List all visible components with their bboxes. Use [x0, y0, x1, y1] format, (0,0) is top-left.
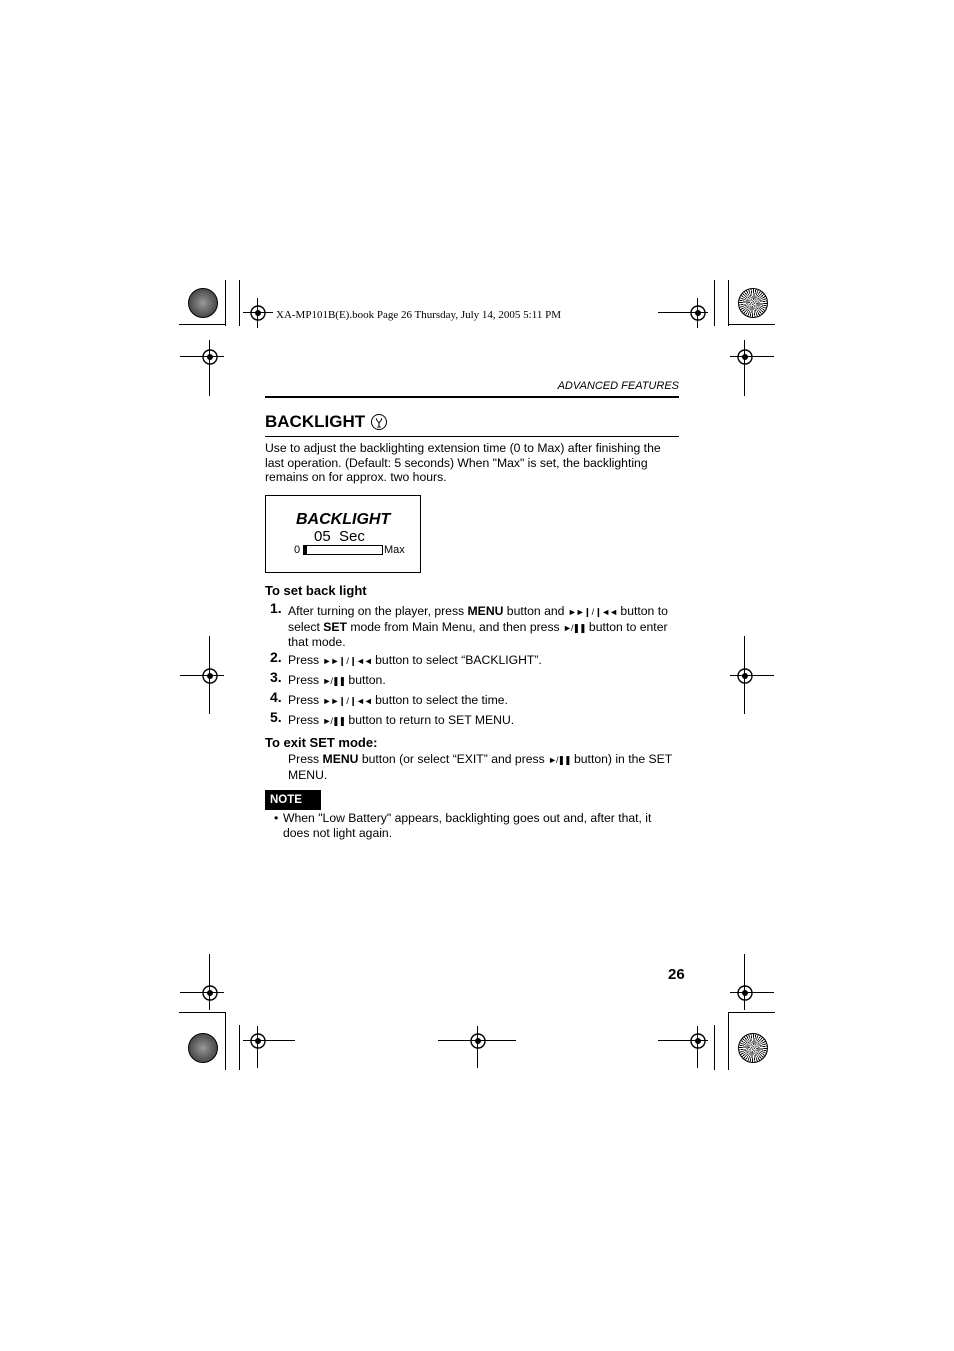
light-bulb-icon: [370, 413, 388, 431]
registration-mark-icon: [198, 981, 222, 1005]
crop-mark: [225, 280, 226, 326]
display-value: 05 Sec: [314, 528, 365, 545]
step-text: Press ►/❚❚ button to return to SET MENU.: [288, 713, 515, 727]
registration-mark-icon: [198, 345, 222, 369]
registration-mark-icon: [686, 301, 710, 325]
step-number: 3.: [270, 669, 282, 685]
note-bullet: •: [274, 811, 279, 825]
display-level-fill: [304, 546, 307, 554]
page-number: 26: [668, 966, 685, 983]
step-text: Press ►►❙ / ❙◄◄ button to select “BACKLIGHT”.: [288, 653, 542, 667]
display-min-label: 0: [294, 544, 301, 556]
step-text: Press ►►❙ / ❙◄◄ button to select the time.: [288, 693, 508, 707]
step-number: 2.: [270, 649, 282, 665]
play-pause-icon: ►/❚❚: [322, 676, 346, 686]
display-illustration: [265, 495, 421, 573]
crop-mark: [728, 280, 729, 326]
intro-paragraph: Use to adjust the backlighting extension time (0 to Max) after finishing the last operation. (Default: 5 seconds) When "Max" is set, the backlighting remains on for approx. two hours.: [265, 441, 661, 485]
list-item: [265, 600, 681, 650]
crop-mark: [714, 280, 715, 326]
step-number: 1.: [270, 600, 282, 616]
color-bar-circle-icon: [188, 288, 218, 318]
title-rule: [265, 436, 679, 437]
page-title: [265, 412, 388, 432]
note-label: NOTE: [265, 790, 321, 810]
registration-mark-icon: [686, 1029, 710, 1053]
crop-mark: [729, 1012, 775, 1013]
display-title: BACKLIGHT: [296, 511, 391, 528]
play-pause-icon: ►/❚❚: [563, 622, 586, 633]
exit-set-mode-text: Press MENU button (or select “EXIT” and press ►/❚❚ button) in the SET MENU.: [288, 752, 673, 782]
registration-mark-icon: [733, 981, 757, 1005]
registration-mark-icon: [733, 345, 757, 369]
exit-set-mode-heading: To exit SET mode:: [265, 735, 378, 750]
color-bar-circle-icon: [738, 288, 768, 318]
section-header: ADVANCED FEATURES: [557, 380, 679, 392]
crop-mark: [729, 324, 775, 325]
crop-mark: [239, 1025, 240, 1070]
step-text: Press ►/❚❚ button.: [288, 673, 386, 687]
display-level-bar: [303, 545, 383, 555]
color-bar-circle-icon: [738, 1033, 768, 1063]
set-backlight-heading: To set back light: [265, 583, 367, 598]
title-text: BACKLIGHT: [265, 412, 366, 431]
step-number: 4.: [270, 689, 282, 705]
header-rule: [265, 396, 679, 398]
crop-mark: [714, 1025, 715, 1070]
registration-mark-icon: [466, 1029, 490, 1053]
play-pause-icon: ►/❚❚: [548, 755, 571, 765]
crop-mark: [239, 280, 240, 326]
skip-buttons-icon: ►►❙ / ❙◄◄: [322, 656, 372, 666]
crop-mark: [179, 324, 225, 325]
note-text: When "Low Battery" appears, backlighting goes out and, after that, it does not light again.: [283, 811, 652, 840]
step-number: 5.: [270, 709, 282, 725]
display-max-label: Max: [384, 544, 405, 556]
crop-mark: [728, 1012, 729, 1070]
skip-buttons-icon: ►►❙ / ❙◄◄: [567, 607, 618, 617]
registration-mark-icon: [733, 664, 757, 688]
book-info-slug: XA-MP101B(E).book Page 26 Thursday, July 14, 2005 5:11 PM: [276, 309, 561, 321]
step-text: After turning on the player, press MENU button and ►►❙ / ❙◄◄ button to select SET mode from Main Menu, and then press ►/❚❚ button to enter that mode.: [288, 604, 668, 650]
registration-mark-icon: [198, 664, 222, 688]
skip-buttons-icon: ►►❙ / ❙◄◄: [322, 696, 372, 706]
play-pause-icon: ►/❚❚: [322, 716, 346, 726]
crop-mark: [179, 1012, 225, 1013]
color-bar-circle-icon: [188, 1033, 218, 1063]
registration-mark-icon: [246, 301, 270, 325]
crop-mark: [225, 1012, 226, 1070]
registration-mark-icon: [246, 1029, 270, 1053]
